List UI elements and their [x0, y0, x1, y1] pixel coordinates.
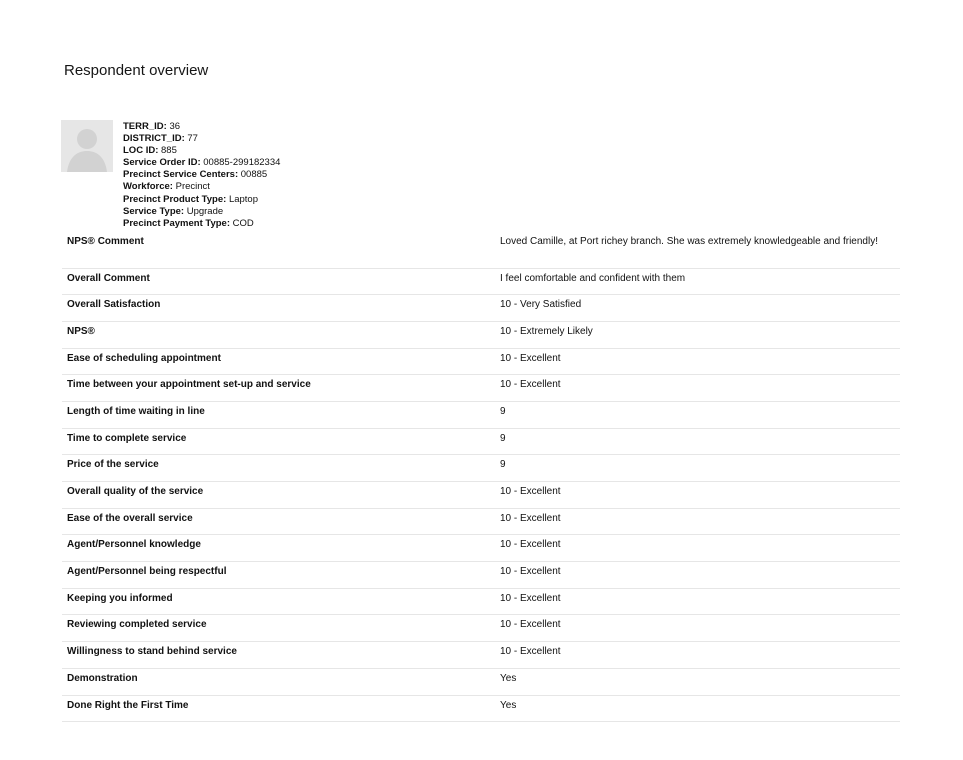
- table-row: [62, 668, 900, 695]
- answer-value: 10 - Excellent: [490, 348, 900, 375]
- table-row: [62, 642, 900, 669]
- question-label: Time between your appointment set-up and service: [62, 375, 490, 402]
- table-row: [62, 615, 900, 642]
- answer-value: 9: [490, 428, 900, 455]
- question-label: NPS® Comment: [62, 232, 490, 268]
- survey-responses-table: [62, 232, 900, 722]
- question-label: Overall Satisfaction: [62, 295, 490, 322]
- table-row: [62, 321, 900, 348]
- question-label: Willingness to stand behind service: [62, 642, 490, 669]
- table-row: [62, 268, 900, 295]
- person-silhouette-icon: [61, 120, 113, 172]
- answer-value: 10 - Very Satisfied: [490, 295, 900, 322]
- answer-value: 9: [490, 401, 900, 428]
- question-label: Time to complete service: [62, 428, 490, 455]
- question-label: Agent/Personnel knowledge: [62, 535, 490, 562]
- question-label: Ease of scheduling appointment: [62, 348, 490, 375]
- question-label: Agent/Personnel being respectful: [62, 562, 490, 589]
- page-title: Respondent overview: [64, 62, 209, 79]
- answer-value: 10 - Excellent: [490, 562, 900, 589]
- profile-workforce: Workforce: Precinct: [123, 181, 210, 193]
- table-row: [62, 428, 900, 455]
- table-row: [62, 588, 900, 615]
- table-row: [62, 348, 900, 375]
- table-row: [62, 508, 900, 535]
- table-row: [62, 295, 900, 322]
- profile-district-id: DISTRICT_ID: 77: [123, 133, 198, 145]
- question-label: Demonstration: [62, 668, 490, 695]
- question-label: Ease of the overall service: [62, 508, 490, 535]
- question-label: Reviewing completed service: [62, 615, 490, 642]
- answer-value: 10 - Excellent: [490, 535, 900, 562]
- table-row: [62, 401, 900, 428]
- profile-precinct-payment-type: Precinct Payment Type: COD: [123, 217, 254, 229]
- answer-value: 10 - Excellent: [490, 375, 900, 402]
- answer-value: 9: [490, 455, 900, 482]
- table-row: [62, 455, 900, 482]
- profile-service-order-id: Service Order ID: 00885-299182334: [123, 157, 281, 169]
- answer-value: Yes: [490, 668, 900, 695]
- table-row: [62, 562, 900, 589]
- answer-value: 10 - Excellent: [490, 615, 900, 642]
- question-label: Keeping you informed: [62, 588, 490, 615]
- profile-precinct-service-centers: Precinct Service Centers: 00885: [123, 169, 268, 181]
- answer-value: 10 - Extremely Likely: [490, 321, 900, 348]
- profile-service-type: Service Type: Upgrade: [123, 205, 224, 217]
- table-row: [62, 375, 900, 402]
- answer-value: Loved Camille, at Port richey branch. She was extremely knowledgeable and friendly!: [490, 232, 900, 268]
- answer-value: 10 - Excellent: [490, 588, 900, 615]
- question-label: Done Right the First Time: [62, 695, 490, 722]
- table-row: [62, 482, 900, 509]
- profile-loc-id: LOC ID: 885: [123, 145, 177, 157]
- table-row: [62, 695, 900, 722]
- avatar: [61, 120, 113, 172]
- question-label: NPS®: [62, 321, 490, 348]
- answer-value: I feel comfortable and confident with them: [490, 268, 900, 295]
- answer-value: 10 - Excellent: [490, 642, 900, 669]
- answer-value: 10 - Excellent: [490, 508, 900, 535]
- profile-precinct-product-type: Precinct Product Type: Laptop: [123, 193, 258, 205]
- answer-value: 10 - Excellent: [490, 482, 900, 509]
- table-row: [62, 232, 900, 268]
- respondent-profile: [123, 121, 280, 230]
- question-label: Overall Comment: [62, 268, 490, 295]
- table-row: [62, 535, 900, 562]
- question-label: Price of the service: [62, 455, 490, 482]
- profile-terr-id: TERR_ID: 36: [123, 121, 181, 132]
- question-label: Length of time waiting in line: [62, 401, 490, 428]
- answer-value: Yes: [490, 695, 900, 722]
- question-label: Overall quality of the service: [62, 482, 490, 509]
